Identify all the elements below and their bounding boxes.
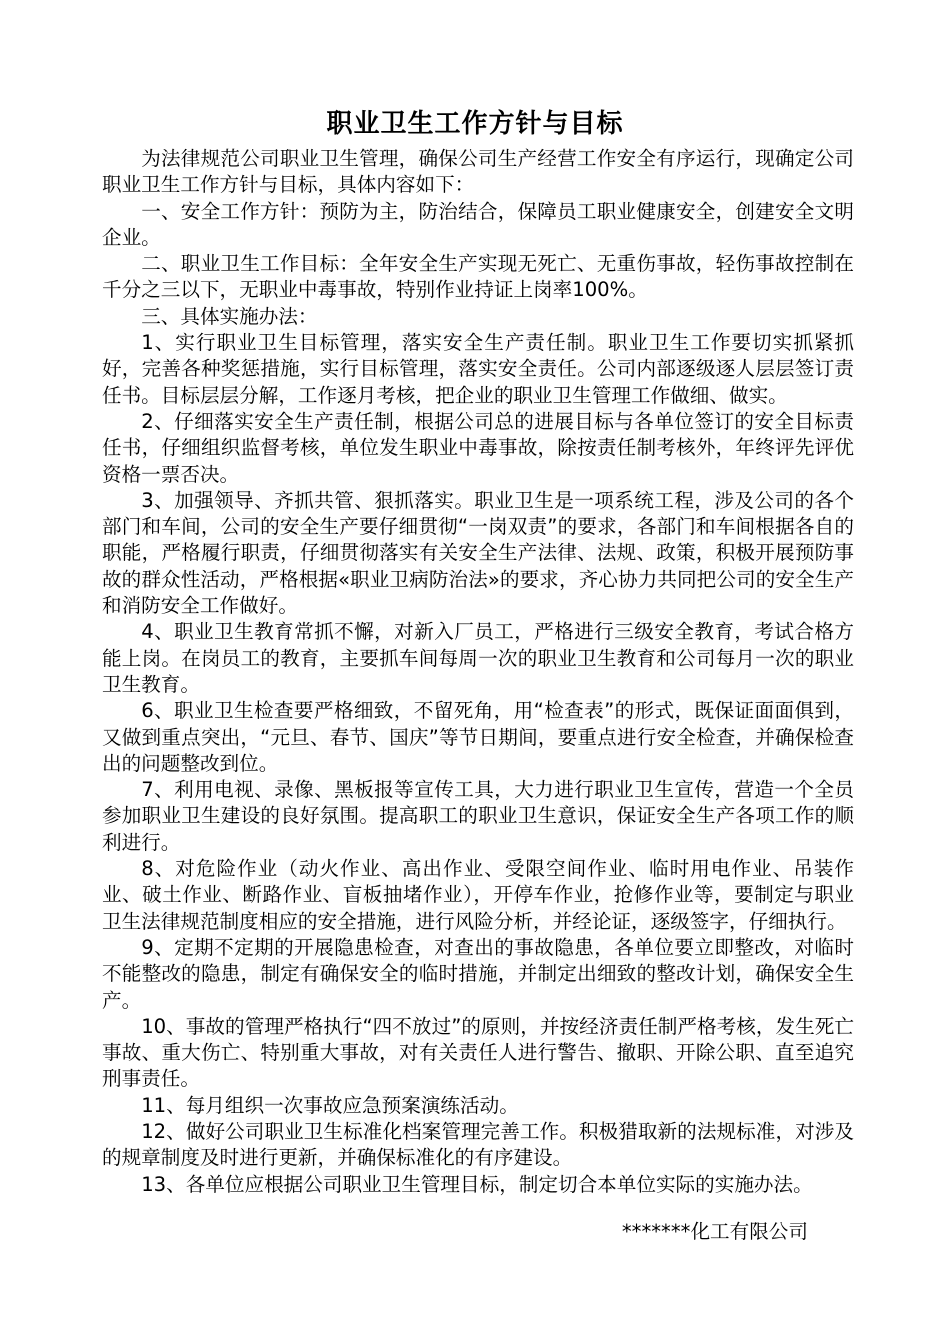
measure-item: 4、职业卫生教育常抓不懈，对新入厂员工，严格进行三级安全教育，考试合格方能上岗。在岗员工的教育，主要抓车间每周一次的职业卫生教育和公司每月一次的职业卫生教育。 — [102, 620, 854, 696]
measure-item: 1、实行职业卫生目标管理，落实安全生产责任制。职业卫生工作要切实抓紧抓好，完善各种奖惩措施，实行目标管理，落实安全责任。公司内部逐级逐人层层签订责任书。目标层层分解，工作逐月考核，把企业的职业卫生管理工作做细、做实。 — [102, 331, 854, 407]
document-body — [102, 146, 854, 1198]
measures-heading: 三、具体实施办法： — [141, 304, 318, 328]
measure-item: 9、定期不定期的开展隐患检查，对查出的事故隐患，各单位要立即整改，对临时不能整改的隐患，制定有确保安全的临时措施，并制定出细致的整改计划，确保安全生产。 — [102, 935, 854, 1012]
measure-item: 3、加强领导、齐抓共管、狠抓落实。职业卫生是一项系统工程，涉及公司的各个部门和车间，公司的安全生产要仔细贯彻“一岗双责”的要求，各部门和车间根据各自的职能，严格履行职责，仔细贯彻落实有关安全生产法律、法规、政策，积极开展预防事故的群众性活动，严格根据«职业卫病防治法»的要求，齐心协力共同把公司的安全生产和消防安全工作做好。 — [102, 488, 854, 618]
measure-item: 8、对危险作业（动火作业、高出作业、受限空间作业、临时用电作业、吊装作业、破土作业、断路作业、盲板抽堵作业），开停车作业，抢修作业等，要制定与职业卫生法律规范制度相应的安全措施，进行风险分析，并经论证，逐级签字，仔细执行。 — [102, 857, 854, 933]
measure-item: 12、做好公司职业卫生标准化档案管理完善工作。积极猎取新的法规标准，对涉及的规章制度及时进行更新，并确保标准化的有序建设。 — [102, 1119, 854, 1170]
goal-paragraph: 二、职业卫生工作目标：全年安全生产实现无死亡、无重伤事故，轻伤事故控制在千分之三以下，无职业中毒事故，特别作业持证上岗率100%。 — [102, 252, 854, 302]
company-signature: *******化工有限公司 — [621, 1220, 808, 1243]
measure-item: 6、职业卫生检查要严格细致，不留死角，用“检查表”的形式，既保证面面俱到，又做到重点突出，“元旦、春节、国庆”等节日期间，要重点进行安全检查，并确保检查出的问题整改到位。 — [102, 699, 854, 775]
measure-item: 2、仔细落实安全生产责任制，根据公司总的进展目标与各单位签订的安全目标责任书，仔细组织监督考核，单位发生职业中毒事故，除按责任制考核外，年终评先评优资格一票否决。 — [102, 409, 854, 486]
measure-item: 7、利用电视、录像、黑板报等宣传工具，大力进行职业卫生宣传，营造一个全员参加职业卫生建设的良好氛围。提高职工的职业卫生意识，保证安全生产各项工作的顺利进行。 — [102, 778, 854, 854]
measure-item: 11、每月组织一次事故应急预案演练活动。 — [141, 1093, 519, 1117]
policy-paragraph: 一、安全工作方针：预防为主，防治结合，保障员工职业健康安全，创建安全文明企业。 — [102, 199, 854, 249]
document-title: 职业卫生工作方针与目标 — [326, 109, 624, 139]
intro-paragraph: 为法律规范公司职业卫生管理，确保公司生产经营工作安全有序运行，现确定公司职业卫生工作方针与目标，具体内容如下： — [102, 147, 854, 197]
measure-item: 10、事故的管理严格执行“四不放过”的原则，并按经济责任制严格考核，发生死亡事故、重大伤亡、特别重大事故，对有关责任人进行警告、撤职、开除公职、直至追究刑事责任。 — [102, 1014, 854, 1091]
measure-item: 13、各单位应根据公司职业卫生管理目标，制定切合本单位实际的实施办法。 — [141, 1172, 813, 1196]
